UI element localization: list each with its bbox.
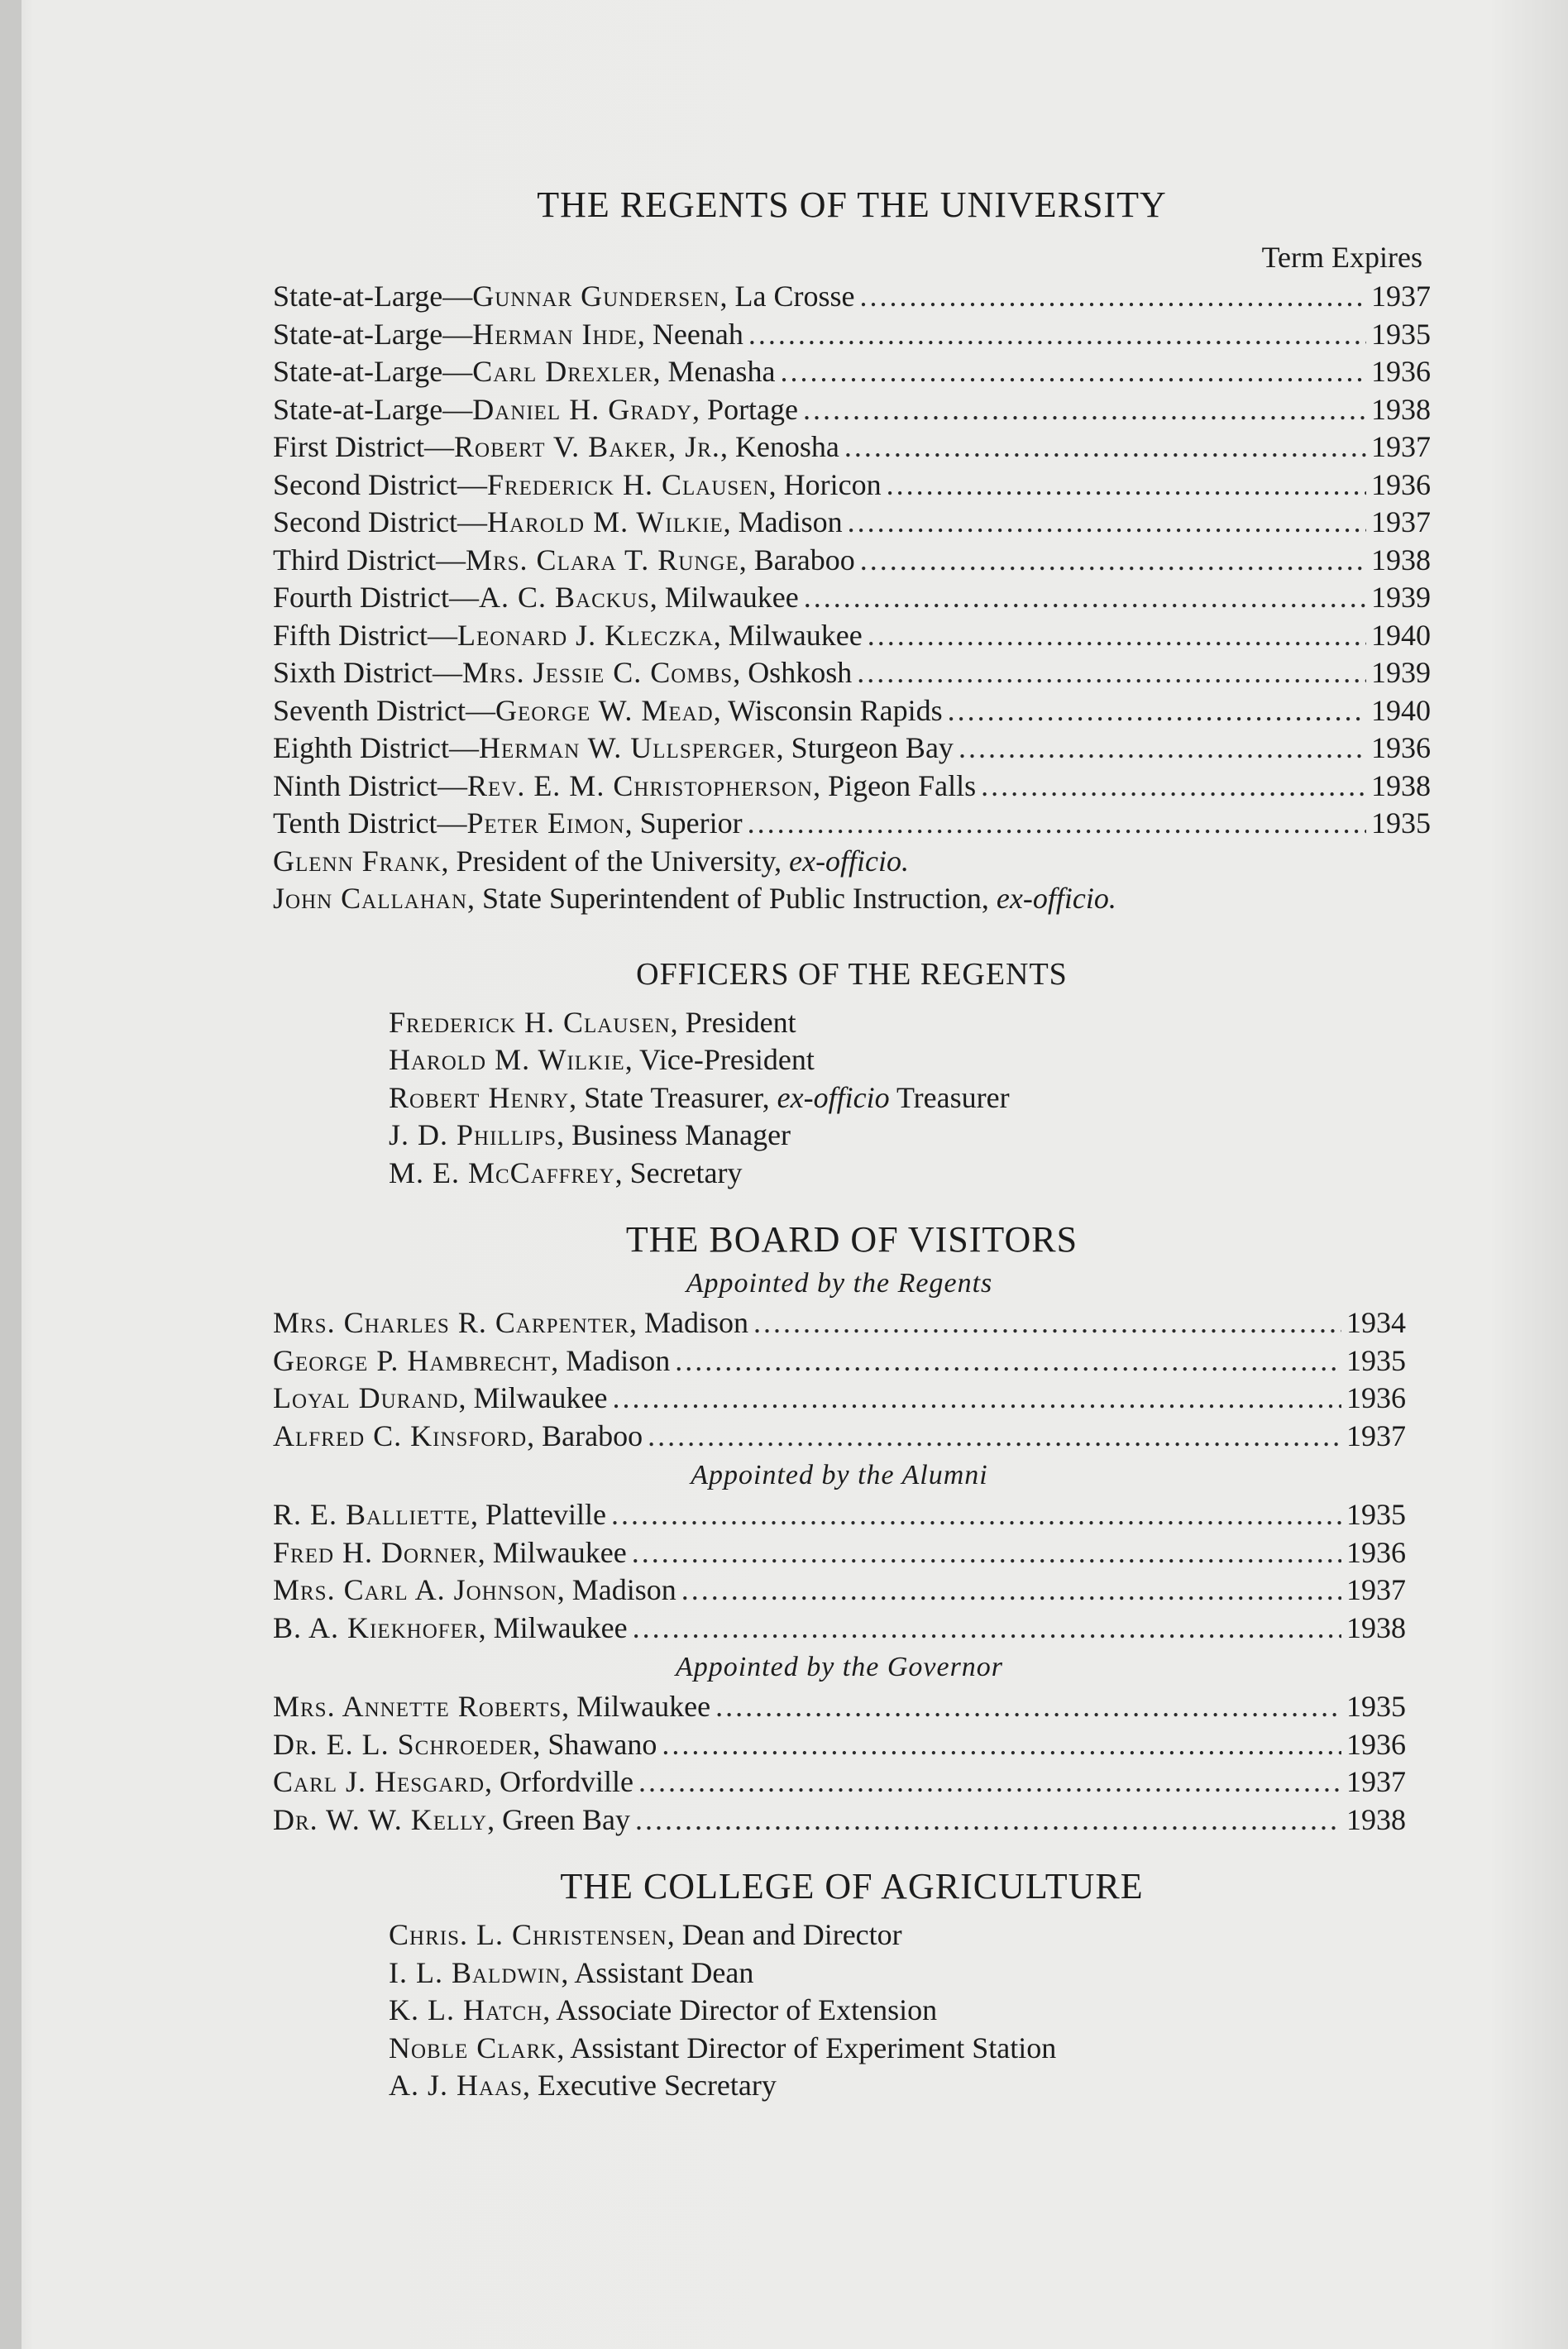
regent-district: Second District—	[273, 505, 487, 538]
visitor-entry	[273, 1572, 676, 1610]
term-year: 1936	[1371, 731, 1431, 764]
term-year: 1938	[1346, 1802, 1406, 1836]
term-year: 1938	[1371, 543, 1431, 576]
visitor-row	[273, 1572, 1406, 1610]
regent-entry	[273, 391, 798, 429]
leader-dots	[681, 1572, 1341, 1610]
regent-place: , Sturgeon Bay	[776, 731, 954, 764]
ex-officio-row	[273, 880, 1431, 918]
leader-dots	[715, 1688, 1341, 1726]
visitor-group-members	[273, 1688, 1406, 1839]
officer-role: , Business Manager	[557, 1118, 791, 1151]
regent-district: Eighth District—	[273, 731, 479, 764]
ex-officio-tag: ex-officio.	[789, 844, 910, 878]
visitor-place: , Milwaukee	[477, 1535, 627, 1569]
term-year: 1935	[1346, 1690, 1406, 1723]
regent-entry	[273, 316, 743, 354]
officer-row	[389, 1041, 1431, 1079]
agriculture-staff-row	[389, 2067, 1431, 2105]
leader-dots	[633, 1610, 1341, 1648]
page-content	[273, 182, 1431, 2105]
regent-district: First District—	[273, 430, 455, 463]
leader-dots	[958, 730, 1366, 768]
regent-name: Rev. E. M. Christopherson	[466, 768, 814, 802]
visitor-group-heading: Appointed by the Alumni	[691, 1460, 988, 1490]
officer-row	[389, 1155, 1431, 1193]
leader-dots	[780, 353, 1366, 391]
term-year: 1939	[1371, 581, 1431, 614]
ex-officio-name: Glenn Frank	[273, 844, 442, 878]
term-year: 1937	[1371, 430, 1431, 463]
regent-place: , Portage	[692, 392, 799, 426]
regent-name: Robert V. Baker, Jr.	[454, 430, 720, 463]
visitor-place: , Milwaukee	[458, 1381, 608, 1414]
regent-district: Third District—	[273, 543, 466, 576]
regent-row	[273, 428, 1431, 466]
officer-name: M. E. McCaffrey	[389, 1155, 615, 1189]
regent-entry	[273, 504, 843, 542]
leader-dots	[613, 1380, 1342, 1418]
staff-role: , Executive Secretary	[523, 2069, 777, 2102]
regent-district: Tenth District—	[273, 806, 467, 840]
visitor-entry	[273, 1610, 628, 1648]
officer-row	[389, 1117, 1431, 1155]
leader-dots	[748, 805, 1366, 843]
regent-district: Seventh District—	[273, 693, 495, 727]
visitors-groups	[273, 1263, 1431, 1839]
regent-entry	[273, 768, 976, 806]
leader-dots	[611, 1496, 1341, 1534]
officer-name: Harold M. Wilkie	[389, 1043, 625, 1076]
regent-district: State-at-Large—	[273, 280, 473, 313]
visitors-title: THE BOARD OF VISITORS	[625, 1219, 1078, 1260]
visitor-row	[273, 1380, 1406, 1418]
leader-dots	[638, 1763, 1341, 1801]
leader-dots	[662, 1726, 1341, 1764]
term-year: 1936	[1346, 1727, 1406, 1761]
visitor-entry	[273, 1534, 627, 1572]
visitor-name: George P. Hambrecht	[273, 1343, 552, 1377]
visitor-row	[273, 1801, 1406, 1839]
leader-dots	[859, 278, 1366, 316]
officers-title: OFFICERS OF THE REGENTS	[636, 956, 1068, 992]
leader-dots	[675, 1342, 1341, 1380]
regent-place: , Superior	[624, 806, 743, 840]
visitor-place: , Orfordville	[485, 1765, 633, 1798]
regent-district: Fourth District—	[273, 581, 479, 614]
regent-entry	[273, 466, 882, 505]
regent-district: Second District—	[273, 467, 487, 501]
officer-name: Robert Henry	[389, 1080, 570, 1114]
regent-name: Peter Eimon	[466, 806, 625, 840]
regent-place: , Pigeon Falls	[813, 768, 977, 802]
regent-name: Herman W. Ullsperger	[478, 731, 777, 764]
visitor-entry	[273, 1380, 608, 1418]
regent-name: Herman Ihde	[472, 317, 638, 351]
visitor-group	[273, 1647, 1406, 1839]
staff-role: , Dean and Director	[667, 1918, 902, 1951]
visitor-name: B. A. Kiekhofer	[273, 1610, 479, 1644]
term-year: 1937	[1371, 505, 1431, 538]
regent-row	[273, 504, 1431, 542]
term-year: 1940	[1371, 693, 1431, 727]
visitor-group	[273, 1263, 1406, 1455]
leader-dots	[887, 466, 1366, 505]
staff-name: K. L. Hatch	[389, 1993, 543, 2026]
leader-dots	[748, 316, 1366, 354]
staff-name: Chris. L. Christensen	[389, 1918, 667, 1951]
officer-row	[389, 1004, 1431, 1042]
term-expires-header: Term Expires	[1261, 241, 1422, 274]
visitor-group-members	[273, 1496, 1406, 1647]
visitor-group-members	[273, 1304, 1406, 1455]
officer-role: , Vice-President	[624, 1043, 815, 1076]
term-year: 1936	[1371, 467, 1431, 501]
regent-entry	[273, 692, 943, 730]
regent-row	[273, 617, 1431, 655]
term-year: 1939	[1371, 656, 1431, 689]
visitors-section	[273, 1217, 1431, 1839]
agriculture-section	[273, 1863, 1431, 2105]
visitor-place: , Milwaukee	[562, 1690, 711, 1723]
staff-name: I. L. Baldwin	[389, 1955, 562, 1989]
visitor-entry	[273, 1726, 657, 1764]
visitor-place: , Milwaukee	[478, 1610, 628, 1644]
regent-name: A. C. Backus	[479, 581, 650, 614]
regent-row	[273, 316, 1431, 354]
visitor-entry	[273, 1688, 710, 1726]
regent-entry	[273, 579, 799, 617]
regent-row	[273, 805, 1431, 843]
regent-place: , Milwaukee	[649, 581, 799, 614]
term-year: 1934	[1346, 1306, 1406, 1339]
agriculture-staff-list	[273, 1916, 1431, 2105]
term-year: 1935	[1371, 806, 1431, 840]
regent-district: State-at-Large—	[273, 317, 473, 351]
visitor-entry	[273, 1496, 606, 1534]
regent-district: State-at-Large—	[273, 355, 473, 388]
visitor-name: Fred H. Dorner	[273, 1535, 478, 1569]
ex-officio-role: , President of the University,	[441, 844, 790, 878]
regent-place: , Horicon	[768, 467, 882, 501]
ex-officio-tag: ex-officio.	[996, 882, 1116, 915]
visitor-place: , Madison	[557, 1573, 676, 1606]
regent-name: Mrs. Clara T. Runge	[465, 543, 739, 576]
regent-place: , Menasha	[653, 355, 776, 388]
regent-row	[273, 391, 1431, 429]
regent-district: Sixth District—	[273, 656, 463, 689]
regent-place: , Milwaukee	[713, 618, 863, 652]
regent-place: , Neenah	[637, 317, 743, 351]
regent-row	[273, 730, 1431, 768]
visitor-entry	[273, 1801, 630, 1839]
regents-title: THE REGENTS OF THE UNIVERSITY	[537, 184, 1167, 225]
regent-row	[273, 466, 1431, 505]
officers-section	[273, 951, 1431, 1193]
visitor-place: , Madison	[629, 1306, 749, 1339]
officer-role: , Secretary	[614, 1155, 743, 1189]
regents-list	[273, 278, 1431, 843]
agriculture-staff-row	[389, 2030, 1431, 2068]
term-year: 1937	[1371, 280, 1431, 313]
term-year: 1936	[1346, 1535, 1406, 1569]
regent-entry	[273, 654, 852, 692]
regent-place: , Kenosha	[719, 430, 839, 463]
agriculture-title: THE COLLEGE OF AGRICULTURE	[560, 1866, 1144, 1906]
regent-name: Gunnar Gundersen	[472, 280, 720, 313]
regent-name: Mrs. Jessie C. Combs	[462, 656, 734, 689]
regent-entry	[273, 730, 954, 768]
agriculture-staff-row	[389, 1954, 1431, 1993]
term-year: 1938	[1371, 392, 1431, 426]
term-year: 1936	[1371, 355, 1431, 388]
staff-name: A. J. Haas	[389, 2069, 523, 2102]
regent-district: Fifth District—	[273, 618, 457, 652]
officer-role: , President	[670, 1005, 796, 1039]
term-year: 1938	[1371, 768, 1431, 802]
regent-place: , Baraboo	[739, 543, 855, 576]
staff-role: , Assistant Director of Experiment Station	[557, 2031, 1057, 2064]
regent-row	[273, 278, 1431, 316]
ex-officio-role: , State Superintendent of Public Instruction,	[467, 882, 997, 915]
term-year: 1940	[1371, 618, 1431, 652]
regent-name: Carl Drexler	[472, 355, 653, 388]
officer-tag: ex-officio	[777, 1080, 890, 1114]
leader-dots	[848, 504, 1366, 542]
leader-dots	[648, 1418, 1341, 1456]
ex-officio-row	[273, 843, 1431, 881]
leader-dots	[803, 391, 1366, 429]
regent-name: George W. Mead	[495, 693, 714, 727]
agriculture-staff-row	[389, 1992, 1431, 2030]
visitor-name: Mrs. Annette Roberts	[273, 1690, 562, 1723]
regent-entry	[273, 542, 855, 580]
regent-name: Daniel H. Grady	[472, 392, 693, 426]
officer-name: J. D. Phillips	[389, 1118, 557, 1151]
visitor-group-heading: Appointed by the Regents	[686, 1268, 993, 1299]
visitor-entry	[273, 1763, 633, 1801]
term-year: 1937	[1346, 1418, 1406, 1452]
visitor-name: Carl J. Hesgard	[273, 1765, 485, 1798]
visitor-group-heading: Appointed by the Governor	[675, 1652, 1004, 1682]
regent-name: Harold M. Wilkie	[486, 505, 724, 538]
leader-dots	[804, 579, 1366, 617]
regent-district: Ninth District—	[273, 768, 467, 802]
visitor-row	[273, 1304, 1406, 1342]
staff-name: Noble Clark	[389, 2031, 557, 2064]
leader-dots	[860, 542, 1366, 580]
visitor-name: R. E. Balliette	[273, 1498, 471, 1531]
visitor-entry	[273, 1304, 748, 1342]
term-year: 1936	[1346, 1381, 1406, 1414]
regents-section	[273, 182, 1431, 918]
regent-entry	[273, 617, 863, 655]
leader-dots	[948, 692, 1366, 730]
leader-dots	[632, 1534, 1341, 1572]
officer-name: Frederick H. Clausen	[389, 1005, 671, 1039]
term-year: 1935	[1371, 317, 1431, 351]
visitor-place: , Platteville	[471, 1498, 606, 1531]
visitor-row	[273, 1610, 1406, 1648]
visitor-entry	[273, 1342, 670, 1380]
visitor-name: Alfred C. Kinsford	[273, 1418, 528, 1452]
term-year: 1937	[1346, 1573, 1406, 1606]
term-year: 1938	[1346, 1610, 1406, 1644]
regent-district: State-at-Large—	[273, 392, 473, 426]
visitor-name: Loyal Durand	[273, 1381, 459, 1414]
regent-place: , Oshkosh	[733, 656, 853, 689]
visitor-entry	[273, 1418, 643, 1456]
regent-entry	[273, 805, 743, 843]
visitor-row	[273, 1726, 1406, 1764]
regent-row	[273, 654, 1431, 692]
staff-role: , Assistant Dean	[561, 1955, 754, 1989]
ex-officio-name: John Callahan	[273, 882, 467, 915]
page-spine-shadow	[0, 0, 22, 2349]
visitor-name: Mrs. Charles R. Carpenter	[273, 1306, 630, 1339]
term-year: 1935	[1346, 1498, 1406, 1531]
officer-role: , State Treasurer,	[569, 1080, 777, 1114]
visitor-row	[273, 1418, 1406, 1456]
visitor-row	[273, 1534, 1406, 1572]
regent-name: Frederick H. Clausen	[486, 467, 769, 501]
agriculture-staff-row	[389, 1916, 1431, 1954]
visitor-row	[273, 1496, 1406, 1534]
leader-dots	[857, 654, 1366, 692]
visitor-name: Dr. E. L. Schroeder	[273, 1727, 533, 1761]
regent-place: , La Crosse	[719, 280, 855, 313]
visitor-place: , Shawano	[533, 1727, 657, 1761]
officers-list	[273, 1004, 1431, 1193]
visitor-name: Dr. W. W. Kelly	[273, 1802, 488, 1836]
regent-entry	[273, 353, 775, 391]
regent-entry	[273, 428, 839, 466]
staff-role: , Associate Director of Extension	[543, 1993, 938, 2026]
visitor-row	[273, 1688, 1406, 1726]
regent-name: Leonard J. Kleczka	[457, 618, 714, 652]
regent-place: , Wisconsin Rapids	[713, 693, 943, 727]
leader-dots	[981, 768, 1366, 806]
visitor-group	[273, 1455, 1406, 1647]
regent-row	[273, 579, 1431, 617]
officer-role-suffix: Treasurer	[889, 1080, 1010, 1114]
visitor-place: , Green Bay	[487, 1802, 631, 1836]
leader-dots	[868, 617, 1366, 655]
term-year: 1935	[1346, 1343, 1406, 1377]
regent-entry	[273, 278, 854, 316]
regent-row	[273, 542, 1431, 580]
visitor-name: Mrs. Carl A. Johnson	[273, 1573, 557, 1606]
visitor-place: , Baraboo	[527, 1418, 643, 1452]
leader-dots	[844, 428, 1366, 466]
leader-dots	[753, 1304, 1341, 1342]
visitor-row	[273, 1342, 1406, 1380]
ex-officio-list	[273, 843, 1431, 918]
regent-row	[273, 768, 1431, 806]
regent-row	[273, 692, 1431, 730]
regent-place: , Madison	[723, 505, 843, 538]
term-year: 1937	[1346, 1765, 1406, 1798]
regent-row	[273, 353, 1431, 391]
officer-row	[389, 1079, 1431, 1117]
visitor-place: , Madison	[551, 1343, 671, 1377]
visitor-row	[273, 1763, 1406, 1801]
leader-dots	[635, 1801, 1341, 1839]
